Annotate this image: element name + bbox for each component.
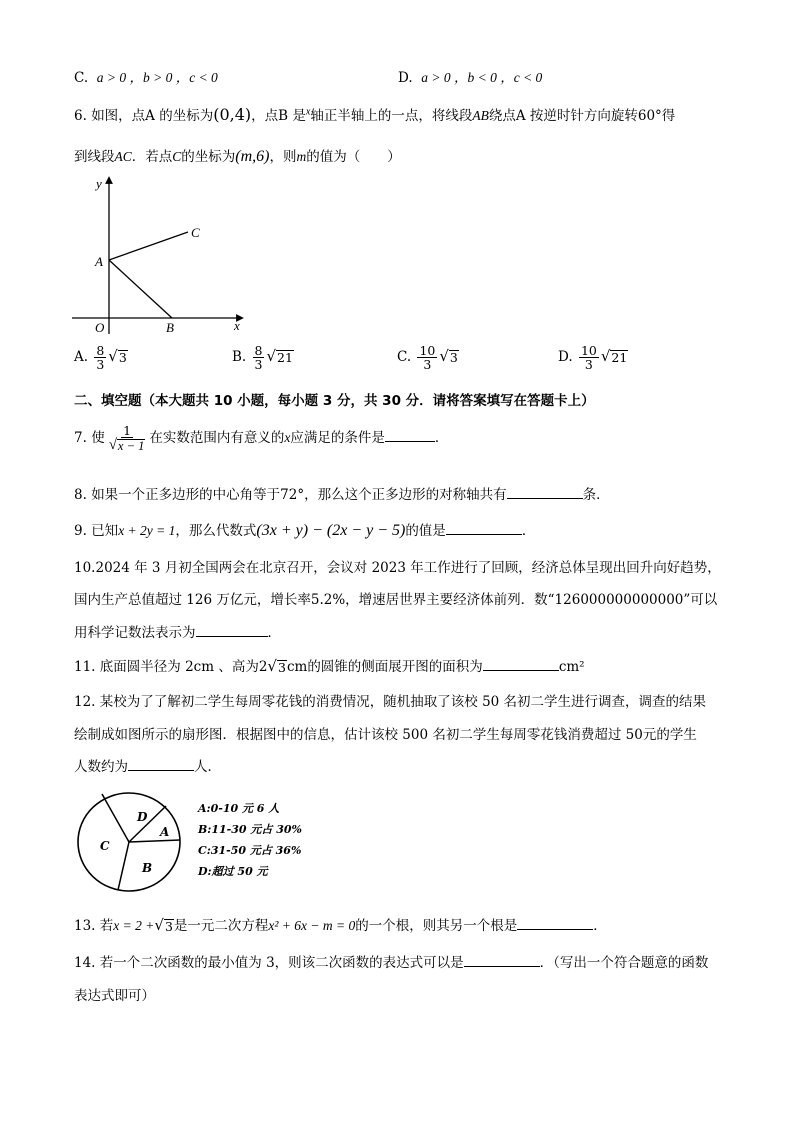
q10-line3: 用科学记数法表示为 ． [74,625,281,641]
q12-line3: 人数约为 人． [74,759,221,775]
legend-a: A:0-10 元 6 人 [198,802,280,815]
q14-line1: 14. 若一个二次函数的最小值为 3，则该二次函数的表达式可以是 ．（写出一个符合题意的函数 [74,955,709,971]
q12-line2: 绘制成如图所示的扇形图．根据图中的信息，估计该校 500 名初二学生每周零花钱消费超过 50元的学生 [74,727,697,743]
q13: 13. 若x = 2 + √ 3 是一元二次方程x² + 6x − m = 0的一个根，则其另一个根是 ． [74,916,607,934]
pie-label-c: C [100,839,110,853]
q12-answer-blank[interactable] [128,758,194,771]
label-a: A [95,254,103,269]
q9: 9. 已知x + 2y = 1，那么代数式(3x + y) − (2x − y − 5)的值是 ． [74,522,536,539]
q6-option-c: C. $\frac{10}{3}$ √ 3 [397,343,458,373]
label-o: O [95,320,105,335]
q8-answer-blank[interactable] [507,486,583,499]
q5-option-d: D. a > 0 ，b < 0 ，c < 0 [398,70,543,86]
legend-b: B:11-30 元占 30% [198,823,302,836]
q14-line2: 表达式即可） [74,988,155,1004]
q12-pie-chart [74,788,194,898]
q6-coordinate-figure [70,174,250,339]
q5-option-c-text: a > 0 ，b > 0 ，c < 0 [96,70,218,85]
q5-option-d-text: a > 0 ，b < 0 ，c < 0 [421,70,543,85]
q14-answer-blank[interactable] [464,954,540,967]
q6-option-d: D. $\frac{10}{3}$ √ 21 [558,343,628,373]
q10-line1: 10.2024 年 3 月初全国两会在北京召开，会议对 2023 年工作进行了回顾，经济总体呈现出回升向好趋势， [74,560,721,576]
legend-d: D:超过 50 元 [198,865,268,878]
segment-ac [109,232,188,260]
label-b: B [166,320,174,335]
q8: 8. 如果一个正多边形的中心角等于72°，那么这个正多边形的对称轴共有 条． [74,487,610,503]
q7: 7. 使 1 √ x − 1 在实数范围内有意义的x应满足的条件是 ． [74,423,449,454]
q6-option-b: B. $\frac{8}{3}$ √ 21 [232,343,293,373]
q12-line1: 12. 某校为了了解初二学生每周零花钱的消费情况，随机抽取了该校 50 名初二学生进行调查，调查的结果 [74,694,707,710]
q6-line2: 到线段AC．若点C的坐标为(m,6)，则m的值为（ ） [74,148,401,165]
section-heading: 二、填空题（本大题共 10 小题，每小题 3 分，共 30 分．请将答案填写在答题卡上） [74,393,595,409]
q10-line2: 国内生产总值超过 126 万亿元，增长率5.2%，增速居世界主要经济体前列．数“126000000000000”可以 [74,592,718,608]
pie-label-b: B [142,861,153,875]
q7-answer-blank[interactable] [385,429,435,442]
q9-answer-blank[interactable] [446,522,522,535]
q11: 11. 底面圆半径为 2cm 、高为2 √ 3 cm的圆锥的侧面展开图的面积为 cm² [74,657,585,675]
pie-label-d: D [137,810,148,824]
q10-answer-blank[interactable] [196,624,268,637]
legend-c: C:31-50 元占 36% [198,844,302,857]
label-x: x [234,318,240,333]
segment-ab [109,260,172,318]
pie-label-a: A [160,825,170,839]
label-y: y [96,176,102,191]
q6-option-a: A. $\frac{8}{3}$ √ 3 [74,343,127,373]
label-c: C [191,225,200,240]
pie-divider-3 [129,840,180,842]
pie-divider-4 [118,842,129,890]
q5-option-c: C. a > 0 ，b > 0 ，c < 0 [74,70,218,86]
q13-answer-blank[interactable] [517,917,593,930]
pie-divider-1 [102,794,129,842]
q6-line1: 6. 如图，点A 的坐标为(0,4)，点B 是$^x$轴正半轴上的一点，将线段AB绕点A 按逆时针方向旋转60°得 [74,105,676,124]
q11-answer-blank[interactable] [483,658,559,671]
